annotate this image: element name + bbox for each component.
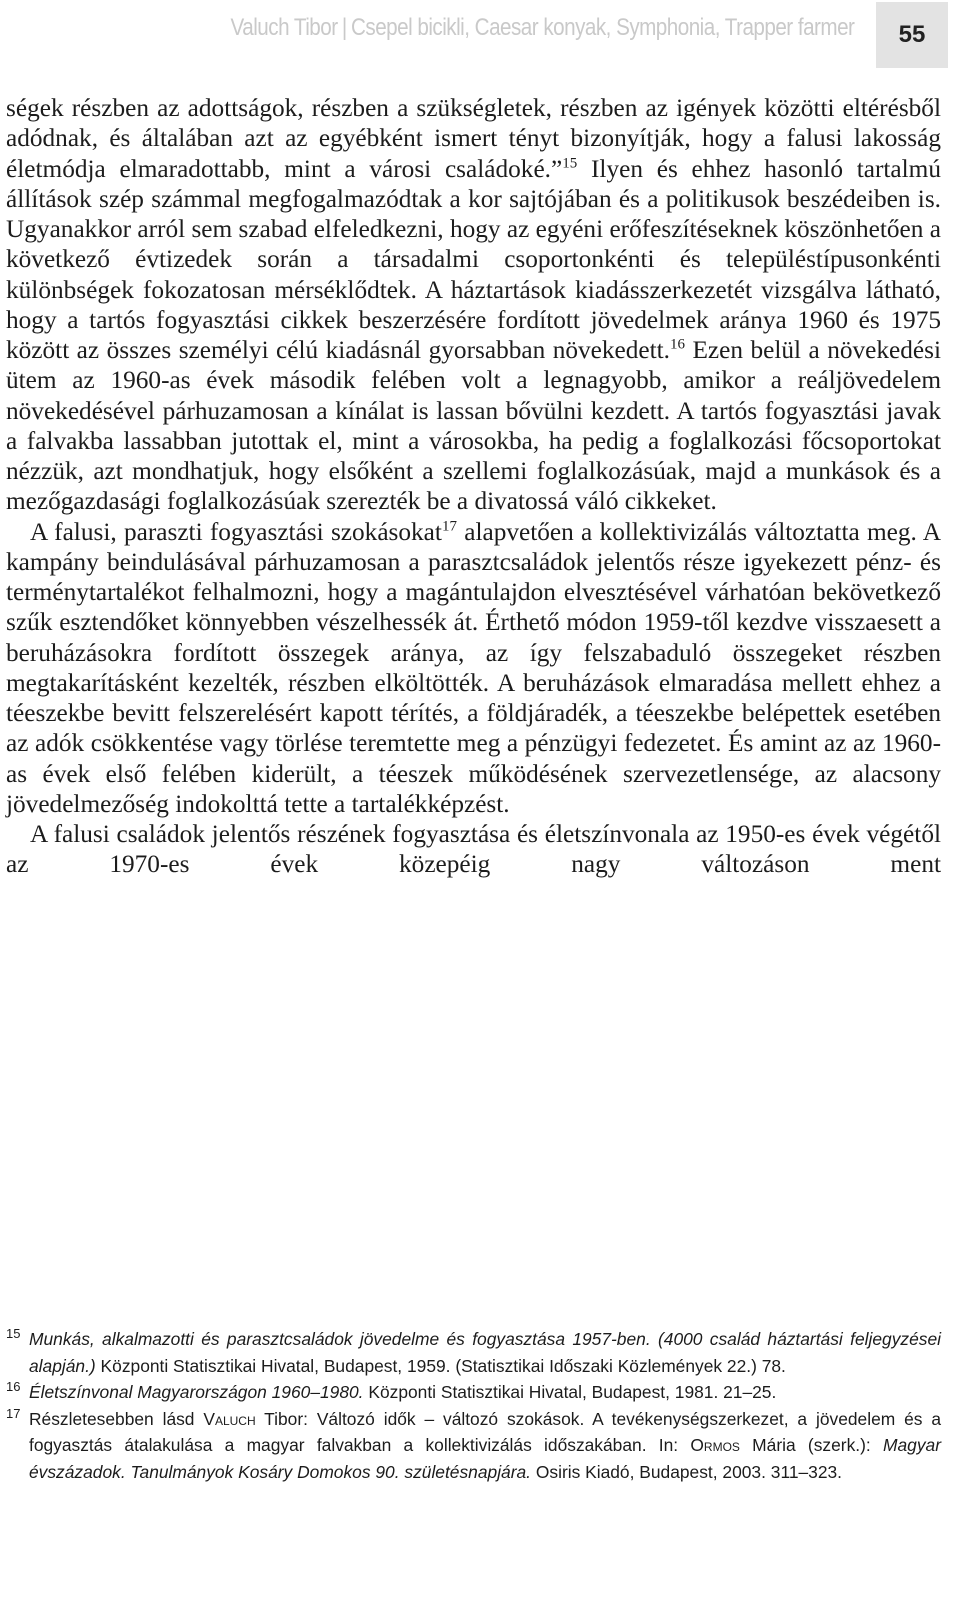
running-head-separator: | [341, 14, 347, 41]
paragraph-3 [6, 819, 941, 880]
footnote-ref-16[interactable]: 16 [670, 336, 686, 353]
running-head [0, 0, 960, 70]
body-text [6, 93, 941, 880]
text-run: Ilyen és ehhez hasonló tartalmú állítások szép számmal megfogalmazódtak a kor sajtójában és a politikusok beszédeiben is. Ugyanakkor arról sem szabad elfeledkezni, hogy az egyéni erőfeszítéseknek köszönhetően a következő évtizedek során a társadalmi csoportonkénti és településtípusonkénti különbségek fokozatosan mérséklődtek. A háztartások kiadásszerkezetét vizsgálva látható, hogy a tartós fogyasztási cikkek beszerzésére fordított jövedelmek aránya 1960 és 1975 között az összes személyi célú kiadásnál gyorsabban növekedett. [6, 154, 942, 364]
footnote-number: 17 [6, 1405, 21, 1421]
footnote-title: Életszínvonal Magyarországon 1960–1980. [29, 1382, 364, 1403]
running-head-author: Valuch Tibor [230, 14, 338, 41]
footnote-text: Központi Statisztikai Hivatal, Budapest, 1959. (Statisztikai Időszaki Közlemények 22.) 78. [95, 1355, 786, 1376]
footnotes [6, 1326, 941, 1486]
footnote-15 [6, 1326, 941, 1379]
footnote-number: 16 [6, 1379, 21, 1395]
footnote-16 [6, 1379, 941, 1406]
author-name: Valuch [203, 1408, 256, 1429]
footnote-text: Központi Statisztikai Hivatal, Budapest, 1981. 21–25. [363, 1382, 777, 1403]
footnote-17 [6, 1406, 941, 1486]
footnote-title: Magyar évszázadok. Tanulmányok Kosáry Domokos 90. születésnapjára. [29, 1435, 941, 1482]
footnote-text: Részletesebben lásd [29, 1408, 204, 1429]
footnote-ref-15[interactable]: 15 [562, 155, 578, 172]
footnote-title: Munkás, alkalmazotti és parasztcsaládok jövedelme és fogyasztása 1957-ben. (4000 család háztartási feljegyzései alapján.) [29, 1329, 941, 1376]
text-run: A falusi családok jelentős részének fogyasztása és életszínvonala az 1950-es évek végétől az 1970-es évek közepéig nagy változáson ment [6, 820, 941, 879]
footnote-text: Mária (szerk.): [739, 1435, 883, 1456]
author-name: Ormos [690, 1435, 740, 1456]
paragraph-1 [6, 93, 941, 517]
footnote-number: 15 [6, 1326, 21, 1341]
footnote-ref-17[interactable]: 17 [441, 518, 457, 535]
running-head-book-title: Csepel bicikli, Caesar konyak, Symphonia, Trapper farmer [350, 14, 854, 41]
text-run: Ezen belül a növekedési ütem az 1960-as évek második felében volt a legnagyobb, amikor a reáljövedelem növekedésével párhuzamosan a kínálat is lassan bővülni kezdett. A tartós fogyasztási javak a falvakba lassabban jutottak el, mint a városokba, ha pedig a foglalkozási főcsoportokat nézzük, azt mondhatjuk, hogy elsőként a szellemi foglalkozásúak, majd a munkások és a mezőgazdasági foglalkozásúak szerezték be a divatossá váló cikkeket. [6, 336, 942, 516]
footnote-text: Osiris Kiadó, Budapest, 2003. 311–323. [531, 1461, 843, 1482]
page-number: 55 [876, 2, 948, 68]
running-head-title [230, 14, 854, 42]
text-run: A falusi, paraszti fogyasztási szokásokat [30, 517, 442, 546]
text-run: alapvetően a kollektivizálás változtatta meg. A kampány beindulásával párhuzamosan a parasztcsaládok jelentős része igyekezett pénz- és terménytartalékot felhalmozni, hogy a magántulajdon elvesztésével várhatóan bekövetkező szűk esztendőket könnyebben vészelhessék át. Érthető módon 1959-től kezdve visszaesett a beruházásokra fordított összegek aránya, az így felszabaduló összegeket részben megtakarításként kezelték, részben elköltötték. A beruházások elmaradása mellett ehhez a téeszekbe bevitt felszerelésért kapott térítés, a földjáradék, a téeszekbe belépettek esetében az adók csökkentése vagy törlése teremtette meg a pénzügyi fedezetet. És amint az az 1960-as évek első felében kiderült, a téeszek működésének szervezetlensége, az alacsony jövedelmezőség indokolttá tette a tartalékképzést. [6, 517, 941, 818]
paragraph-2 [6, 517, 941, 820]
text-run: ségek részben az adottságok, részben a szükségletek, részben az igények közötti eltérésből adódnak, és általában azt az egyébként ismert tényt bizonyítják, hogy a falusi lakosság életmódja elmaradottabb, mint a városi családoké.” [6, 94, 941, 183]
footnote-text: Tibor: Változó idők – változó szokások. A tevékenységszerkezet, a jövedelem és a fogyasztás átalakulása a magyar falvakban a kollektivizálás időszakában. In: [29, 1408, 941, 1456]
